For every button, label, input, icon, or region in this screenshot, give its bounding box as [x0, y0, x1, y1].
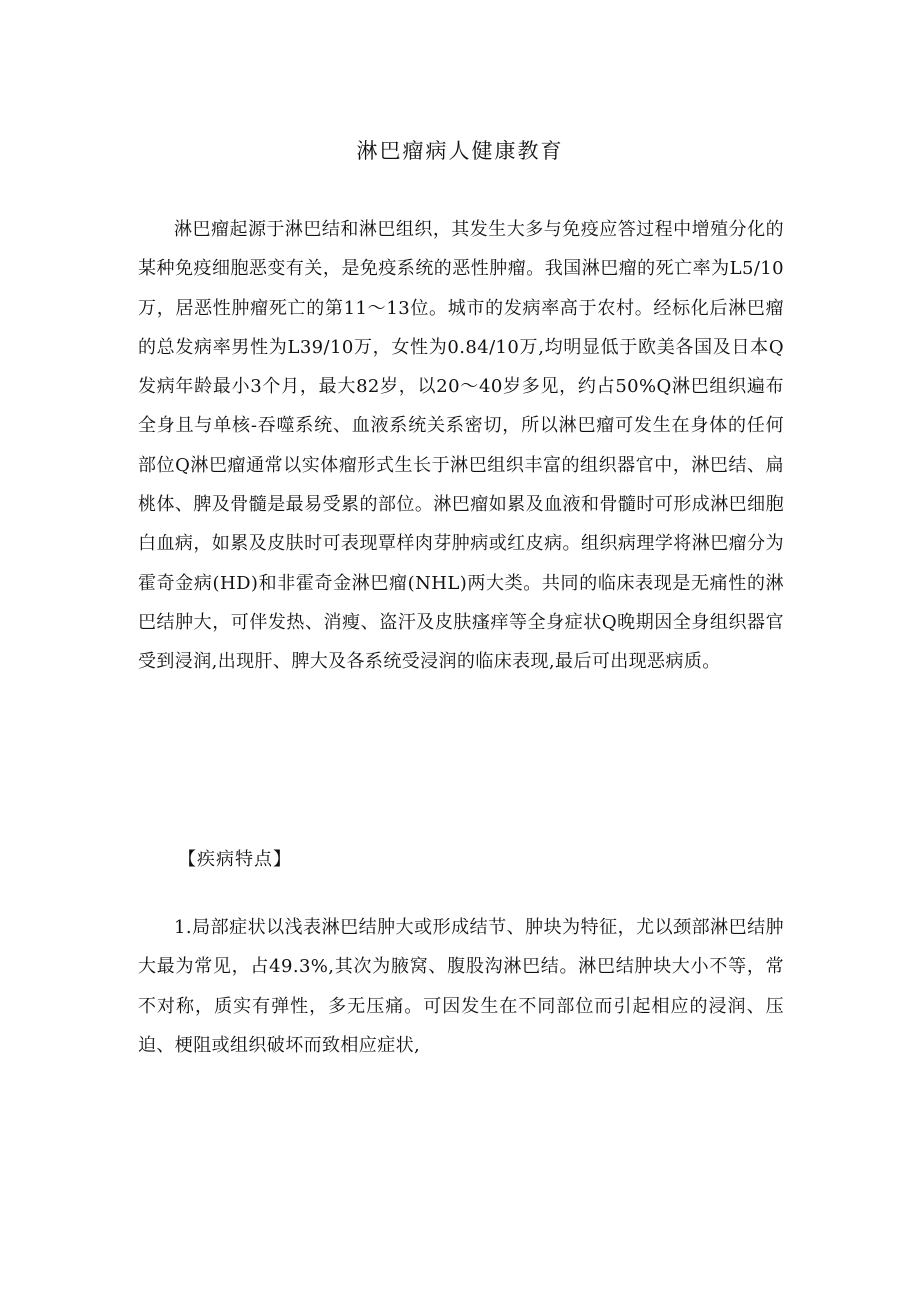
document-title: 淋巴瘤病人健康教育 [356, 139, 564, 164]
section-heading-disease-features: 【疾病特点】 [178, 849, 292, 870]
intro-paragraph: 淋巴瘤起源于淋巴结和淋巴组织，其发生大多与免疫应答过程中增殖分化的某种免疫细胞恶变有关，是免疫系统的恶性肿瘤。我国淋巴瘤的死亡率为L5/10万，居恶性肿瘤死亡的第11～13位。城市的发病率高于农村。经标化后淋巴瘤的总发病率男性为L39/10万，女性为0.84/10万,均明显低于欧美各国及日本Q发病年龄最小3个月，最大82岁，以20～40岁多见，约占50%Q淋巴组织遍布全身且与单核-吞噬系统、血液系统关系密切，所以淋巴瘤可发生在身体的任何部位Q淋巴瘤通常以实体瘤形式生长于淋巴组织丰富的组织器官中，淋巴结、扁桃体、脾及骨髓是最易受累的部位。淋巴瘤如累及血液和骨髓时可形成淋巴细胞白血病，如累及皮肤时可表现覃样肉芽肿病或红皮病。组织病理学将淋巴瘤分为霍奇金病(HD)和非霍奇金淋巴瘤(NHL)两大类。共同的临床表现是无痛性的淋巴结肿大，可伴发热、消瘦、盗汗及皮肤瘙痒等全身症状Q晚期因全身组织器官受到浸润,出现肝、脾大及各系统受浸润的临床表现,最后可出现恶病质。 [138, 219, 784, 673]
local-symptoms-paragraph: 1.局部症状以浅表淋巴结肿大或形成结节、肿块为特征，尤以颈部淋巴结肿大最为常见，占49.3%,其次为腋窝、腹股沟淋巴结。淋巴结肿块大小不等，常不对称，质实有弹性，多无压痛。可因发生在不同部位而引起相应的浸润、压迫、梗阻或组织破坏而致相应症状, [138, 917, 784, 1056]
